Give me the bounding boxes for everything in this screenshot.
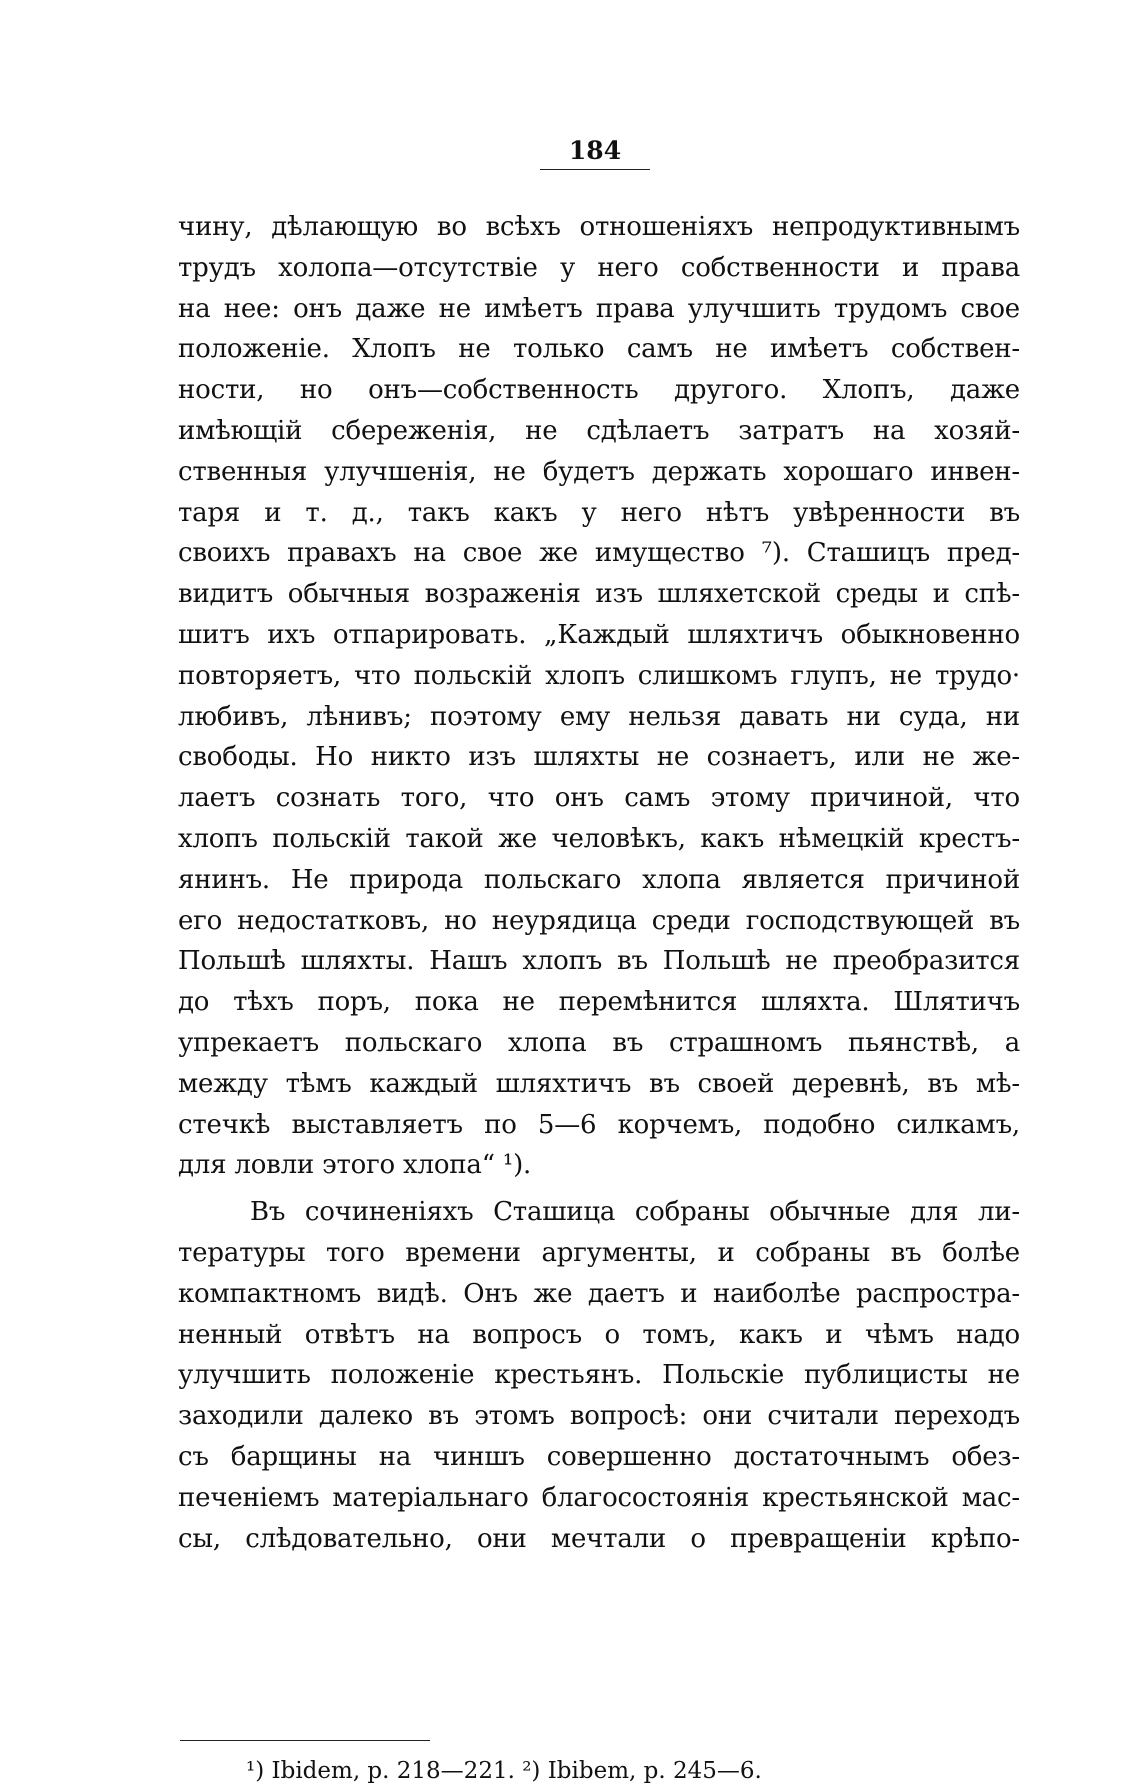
paragraph-1 bbox=[178, 207, 1020, 1186]
page-number: 184 bbox=[540, 136, 650, 170]
text-line: свободы. Но никто изъ шляхты не сознаетъ, или не же- bbox=[178, 742, 1020, 773]
text-line: чину, дѣлающую во всѣхъ отношеніяхъ непродуктивнымъ bbox=[178, 212, 1020, 242]
paragraph-2 bbox=[178, 1192, 1020, 1559]
text-line: ненный отвѣтъ на вопросъ о томъ, какъ и чѣмъ надо bbox=[178, 1319, 1020, 1350]
text-line: ности, но онъ—собственность другого. Хлопъ, даже bbox=[178, 375, 1020, 406]
text-line: до тѣхъ поръ, пока не перемѣнится шляхта. Шлятичъ bbox=[178, 987, 1020, 1018]
text-line: повторяетъ, что польскій хлопъ слишкомъ глупъ, не трудо· bbox=[178, 660, 1020, 691]
text-line: съ барщины на чиншъ совершенно достаточнымъ обез- bbox=[178, 1441, 1020, 1472]
text-line: сы, слѣдовательно, они мечтали о превращеніи крѣпо- bbox=[178, 1523, 1020, 1554]
text-line: своихъ правахъ на свое же имущество ⁷). Сташицъ пред- bbox=[178, 538, 1020, 569]
text-line: хлопъ польскій такой же человѣкъ, какъ нѣмецкій крестъ- bbox=[178, 823, 1020, 854]
text-line: лаетъ сознать того, что онъ самъ этому причиной, что bbox=[178, 783, 1020, 814]
text-line: ственныя улучшенія, не будетъ держать хорошаго инвен- bbox=[178, 456, 1020, 487]
text-line: улучшить положеніе крестьянъ. Польскіе публицисты не bbox=[178, 1360, 1020, 1391]
text-line: видитъ обычныя возраженія изъ шляхетской среды и спѣ- bbox=[178, 579, 1020, 610]
footnote-text: ¹) Ibidem, p. 218—221. ²) Ibibem, p. 245—6. bbox=[246, 1758, 762, 1784]
text-line: упрекаетъ польскаго хлопа въ страшномъ пьянствѣ, а bbox=[178, 1027, 1020, 1058]
text-line: стечкѣ выставляетъ по 5—6 корчемъ, подобно силкамъ, bbox=[178, 1109, 1020, 1140]
text-line: трудъ холопа—отсутствіе у него собственности и права bbox=[178, 252, 1020, 283]
text-line: Въ сочиненіяхъ Сташица собраны обычные для ли- bbox=[250, 1197, 1020, 1228]
text-line: шитъ ихъ отпарировать. „Каждый шляхтичъ обыкновенно bbox=[178, 619, 1020, 650]
text-line: любивъ, лѣнивъ; поэтому ему нельзя давать ни суда, ни bbox=[178, 701, 1020, 732]
text-line: между тѣмъ каждый шляхтичъ въ своей деревнѣ, въ мѣ- bbox=[178, 1068, 1020, 1099]
text-line: его недостатковъ, но неурядица среди господствующей въ bbox=[178, 905, 1020, 936]
body-text bbox=[178, 207, 1020, 1559]
text-line: печеніемъ матеріальнаго благосостоянія крестьянской мас- bbox=[178, 1482, 1020, 1513]
text-line: таря и т. д., такъ какъ у него нѣтъ увѣренности въ bbox=[178, 497, 1020, 528]
text-line: компактномъ видѣ. Онъ же даетъ и наиболѣе распростра- bbox=[178, 1278, 1020, 1309]
text-line: заходили далеко въ этомъ вопросѣ: они считали переходъ bbox=[178, 1401, 1020, 1432]
text-line: положеніе. Хлопъ не только самъ не имѣетъ собствен- bbox=[178, 334, 1020, 365]
text-line: на нее: онъ даже не имѣетъ права улучшить трудомъ свое bbox=[178, 293, 1020, 324]
text-line: для ловли этого хлопа“ ¹). bbox=[178, 1150, 532, 1181]
text-line: Польшѣ шляхты. Нашъ хлопъ въ Польшѣ не преобразится bbox=[178, 946, 1020, 977]
text-line: имѣющій сбереженія, не сдѣлаетъ затратъ на хозяй- bbox=[178, 415, 1020, 446]
footnote-divider bbox=[180, 1740, 430, 1741]
text-line: тературы того времени аргументы, и собраны въ болѣе bbox=[178, 1237, 1020, 1268]
footnote bbox=[246, 1758, 762, 1784]
text-line: янинъ. Не природа польскаго хлопа является причиной bbox=[178, 864, 1020, 895]
